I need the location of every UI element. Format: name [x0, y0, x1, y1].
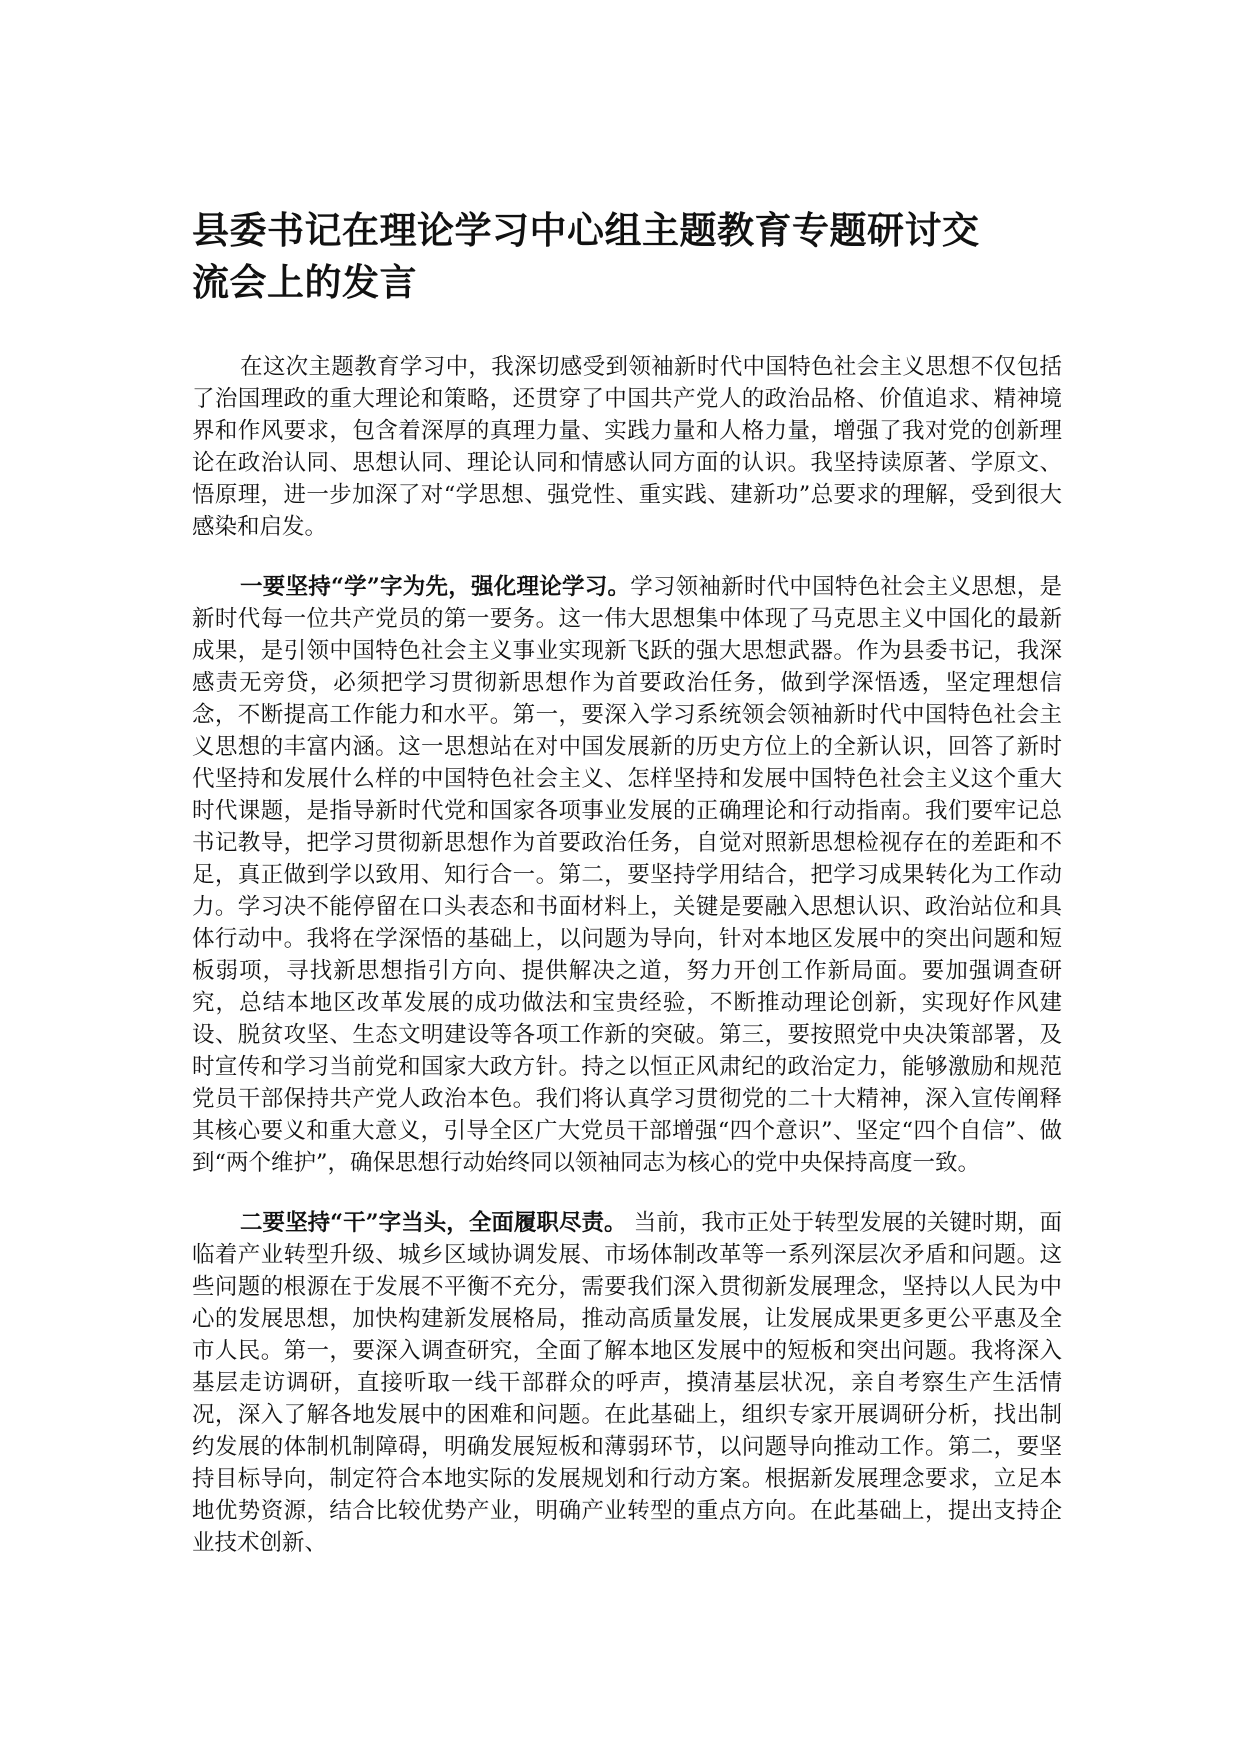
- paragraph-text: 学习领袖新时代中国特色社会主义思想，是新时代每一位共产党员的第一要务。这一伟大思想集中体现了马克思主义中国化的最新成果，是引领中国特色社会主义事业实现新飞跃的强大思想武器。作为县委书记，我深感责无旁贷，必须把学习贯彻新思想作为首要政治任务，做到学深悟透，坚定理想信念，不断提高工作能力和水平。第一，要深入学习系统领会领袖新时代中国特色社会主义思想的丰富内涵。这一思想站在对中国发展新的历史方位上的全新认识，回答了新时代坚持和发展什么样的中国特色社会主义、怎样坚持和发展中国特色社会主义这个重大时代课题，是指导新时代党和国家各项事业发展的正确理论和行动指南。我们要牢记总书记教导，把学习贯彻新思想作为首要政治任务，自觉对照新思想检视存在的差距和不足，真正做到学以致用、知行合一。第二，要坚持学用结合，把学习成果转化为工作动力。学习决不能停留在口头表态和书面材料上，关键是要融入思想认识、政治站位和具体行动中。我将在学深悟的基础上，以问题为导向，针对本地区发展中的突出问题和短板弱项，寻找新思想指引方向、提供解决之道，努力开创工作新局面。要加强调查研究，总结本地区改革发展的成功做法和宝贵经验，不断推动理论创新，实现好作风建设、脱贫攻坚、生态文明建设等各项工作新的突破。第三，要按照党中央决策部署，及时宣传和学习当前党和国家大政方针。持之以恒正风肃纪的政治定力，能够激励和规范党员干部保持共产党人政治本色。我们将认真学习贯彻党的二十大精神，深入宣传阐释其核心要义和重大意义，引导全区广大党员干部增强“四个意识”、坚定“四个自信”、做到“两个维护”，确保思想行动始终同以领袖同志为核心的党中央保持高度一致。: [192, 574, 1062, 1176]
- paragraph-text: 在这次主题教育学习中，我深切感受到领袖新时代中国特色社会主义思想不仅包括了治国理政的重大理论和策略，还贯穿了中国共产党人的政治品格、价值追求、精神境界和作风要求，包含着深厚的真理力量、实践力量和人格力量，增强了我对党的创新理论在政治认同、思想认同、理论认同和情感认同方面的认识。我坚持读原著、学原文、悟原理，进一步加深了对“学思想、强党性、重实践、建新功”总要求的理解，受到很大感染和启发。: [192, 354, 1062, 540]
- document-page: [192, 205, 1062, 1587]
- paragraph-section-2: [192, 1207, 1062, 1559]
- paragraph-text: 当前，我市正处于转型发展的关键时期，面临着产业转型升级、城乡区域协调发展、市场体制改革等一系列深层次矛盾和问题。这些问题的根源在于发展不平衡不充分，需要我们深入贯彻新发展理念，坚持以人民为中心的发展思想，加快构建新发展格局，推动高质量发展，让发展成果更多更公平惠及全市人民。第一，要深入调查研究，全面了解本地区发展中的短板和突出问题。我将深入基层走访调研，直接听取一线干部群众的呼声，摸清基层状况，亲自考察生产生活情况，深入了解各地发展中的困难和问题。在此基础上，组织专家开展调研分析，找出制约发展的体制机制障碍，明确发展短板和薄弱环节，以问题导向推动工作。第二，要坚持目标导向，制定符合本地实际的发展规划和行动方案。根据新发展理念要求，立足本地优势资源，结合比较优势产业，明确产业转型的重点方向。在此基础上，提出支持企业技术创新、: [192, 1210, 1062, 1556]
- paragraph-section-1: [192, 571, 1062, 1179]
- document-title: 县委书记在理论学习中心组主题教育专题研讨交流会上的发言: [192, 209, 980, 304]
- section-heading: 二要坚持“干”字当头，全面履职尽责。: [240, 1210, 627, 1236]
- section-heading: 一要坚持“学”字为先，强化理论学习。: [240, 574, 631, 600]
- paragraph-intro: [192, 351, 1062, 543]
